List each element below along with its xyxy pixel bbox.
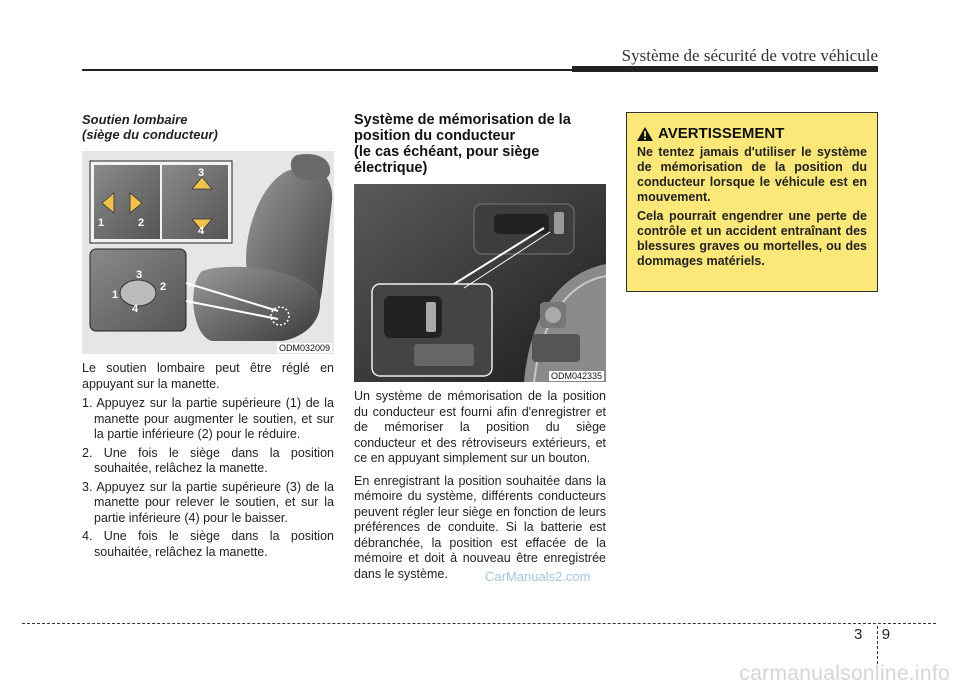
memory-title-line4: électrique): [354, 160, 428, 176]
lumbar-step: 1. Appuyez sur la partie supérieure (1) de la manette pour augmenter le soutien, et sur la partie inférieure (2) pour le réduire.: [82, 396, 334, 441]
memory-para-2: En enregistrant la position souhaitée dans la mémoire du système, différents conducteurs peuvent régler leur siège en fonction de leurs préférences de conduite. Si la batterie est débranchée, la position est effacée de la mémoire et doit à nouveau être enregistrée dans le système.: [354, 473, 606, 581]
watermark-carmanuals: CarManuals2.com: [485, 569, 591, 584]
door-panel-illustration: [354, 184, 606, 382]
callout-4-bottom: 4: [132, 303, 139, 315]
callout-3-bottom: 3: [136, 269, 143, 281]
watermark-site: carmanualsonline.info: [739, 662, 950, 685]
page-number: [854, 626, 891, 643]
memory-figure-code: ODM042335: [550, 371, 602, 381]
memory-para-1: Un système de mémorisation de la position du conducteur est fourni afin d'enregistrer et de mémoriser la position du siège conducteur et des rétroviseurs extérieurs, et ce en appuyant simplement sur un bouton.: [354, 389, 606, 465]
callout-2-top: 2: [138, 217, 145, 229]
callout-2-bottom: 2: [160, 281, 167, 293]
callout-4-top: 4: [198, 225, 205, 237]
lumbar-steps: [82, 396, 334, 560]
memory-title-line3: (le cas échéant, pour siège: [354, 144, 540, 160]
lumbar-subheading-line2: (siège du conducteur): [82, 127, 218, 142]
memory-figure: [354, 184, 606, 382]
warning-triangle-icon: [637, 127, 653, 141]
section-header-title: Système de sécurité de votre véhicule: [621, 46, 878, 65]
lumbar-step: 4. Une fois le siège dans la position souhaitée, relâchez la manette.: [82, 529, 334, 559]
left-column: [82, 112, 334, 563]
header-rule: [82, 69, 574, 71]
warning-para-1: Ne tentez jamais d'utiliser le système de mémorisation de la position du conducteur lorsque le véhicule est en mouvement.: [637, 145, 867, 204]
memory-title-line2: position du conducteur: [354, 128, 516, 144]
warning-title: AVERTISSEMENT: [658, 125, 785, 142]
lumbar-step: 2. Une fois le siège dans la position souhaitée, relâchez la manette.: [82, 445, 334, 475]
memory-section-title: [354, 112, 606, 176]
page-divider: [877, 626, 878, 664]
page-number-value: 9: [881, 626, 892, 643]
warning-header: [637, 125, 867, 142]
callout-1-top: 1: [98, 217, 105, 229]
lumbar-step: 3. Appuyez sur la partie supérieure (3) de la manette pour relever le soutien, et sur la partie inférieure (4) pour le baisser.: [82, 479, 334, 525]
lumbar-figure-code: ODM032009: [278, 343, 330, 353]
lumbar-subheading-line1: Soutien lombaire: [82, 112, 188, 127]
callout-1-bottom: 1: [112, 289, 119, 301]
callout-3-top: 3: [198, 167, 205, 179]
memory-title-line1: Système de mémorisation de la: [354, 112, 571, 128]
lumbar-figure: [82, 151, 334, 354]
warning-para-2: Cela pourrait engendrer une perte de contrôle et un accident entraînant des blessures graves ou mortelles, ou des dommages matériels.: [637, 209, 867, 268]
middle-column: [354, 112, 606, 582]
warning-box: [626, 112, 878, 292]
lumbar-subheading: [82, 112, 334, 142]
chapter-number: 3: [854, 626, 864, 643]
footer-rule: [22, 623, 936, 624]
header-rule-thick: [572, 66, 878, 72]
lumbar-seat-illustration: [82, 151, 334, 354]
lumbar-intro: Le soutien lombaire peut être réglé en appuyant sur la manette.: [82, 361, 334, 391]
